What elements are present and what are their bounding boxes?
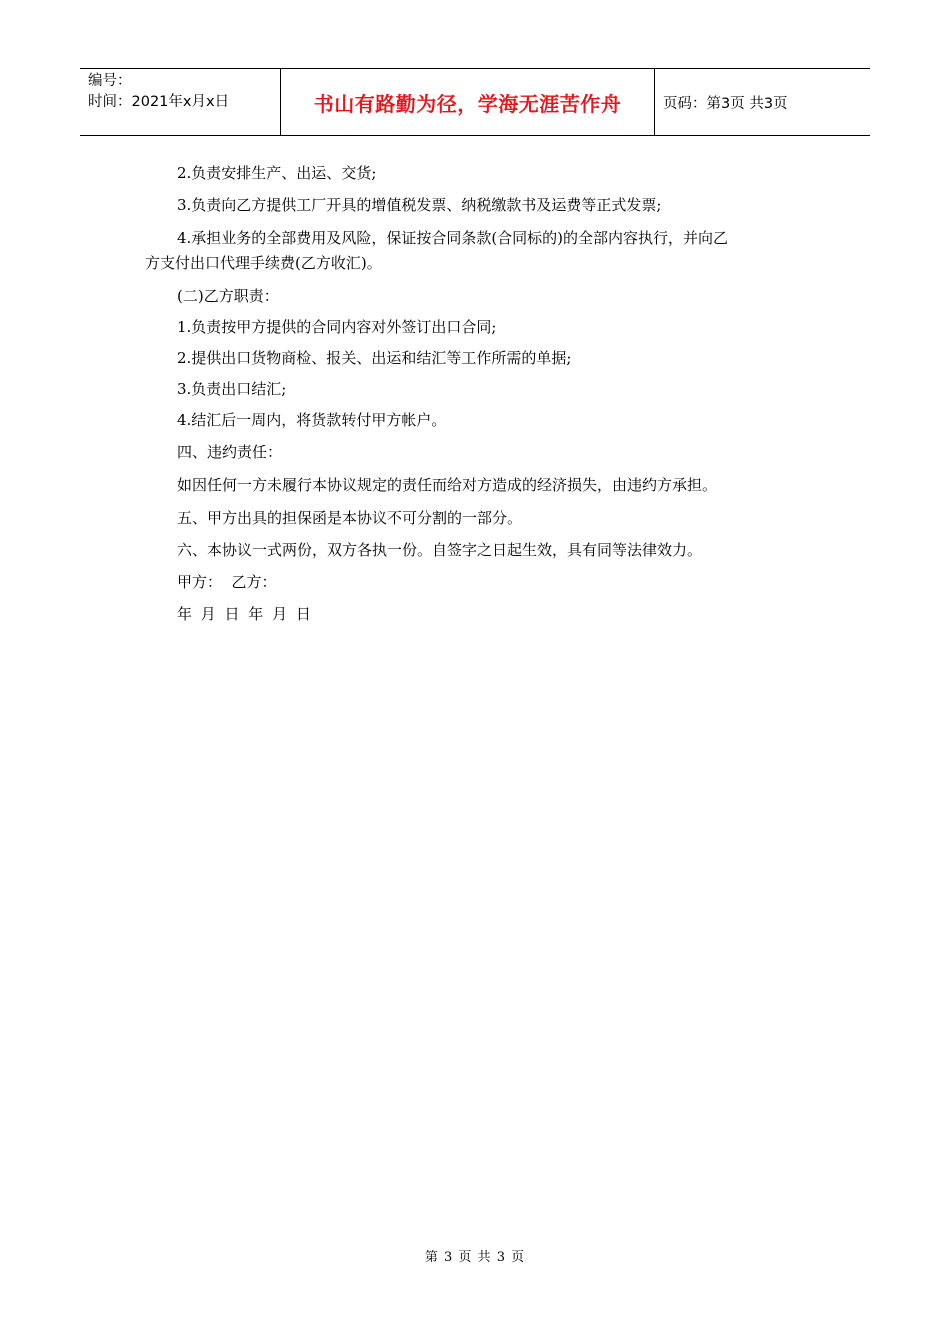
paragraph: 4.结汇后一周内，将货款转付甲方帐户。 (177, 411, 447, 429)
paragraph: 3.负责出口结汇; (177, 380, 287, 398)
signature-dates: 年 月 日 年 月 日 (177, 605, 313, 623)
signature-parties: 甲方： 乙方： (177, 573, 277, 591)
header-motto: 书山有路勤为径，学海无涯苦作舟 (281, 69, 655, 135)
header-page-info: 页码：第3页 共3页 (663, 95, 788, 112)
page-header (80, 68, 870, 136)
document-number-label: 编号： (88, 73, 132, 89)
paragraph: 1.负责按甲方提供的合同内容对外签订出口合同; (177, 318, 497, 336)
paragraph: 2.提供出口货物商检、报关、出运和结汇等工作所需的单据; (177, 349, 572, 367)
paragraph: 五、甲方出具的担保函是本协议不可分割的一部分。 (177, 509, 523, 527)
page-footer: 第 3 页 共 3 页 (424, 1250, 526, 1265)
document-time-label: 时间：2021年x月x日 (88, 94, 230, 110)
paragraph: 六、本协议一式两份，双方各执一份。自签字之日起生效，具有同等法律效力。 (177, 541, 703, 559)
paragraph: 如因任何一方未履行本协议规定的责任而给对方造成的经济损失，由违约方承担。 (177, 476, 718, 494)
paragraph: 2.负责安排生产、出运、交货; (177, 164, 377, 182)
header-meta (80, 69, 281, 135)
paragraph: 3.负责向乙方提供工厂开具的增值税发票、纳税缴款书及运费等正式发票; (177, 196, 662, 214)
section-heading: 四、违约责任： (177, 443, 283, 461)
paragraph: 4.承担业务的全部费用及风险，保证按合同条款(合同标的)的全部内容执行，并向乙 (177, 229, 729, 247)
section-heading: (二)乙方职责： (177, 287, 279, 305)
paragraph: 方支付出口代理手续费(乙方收汇)。 (145, 254, 382, 272)
